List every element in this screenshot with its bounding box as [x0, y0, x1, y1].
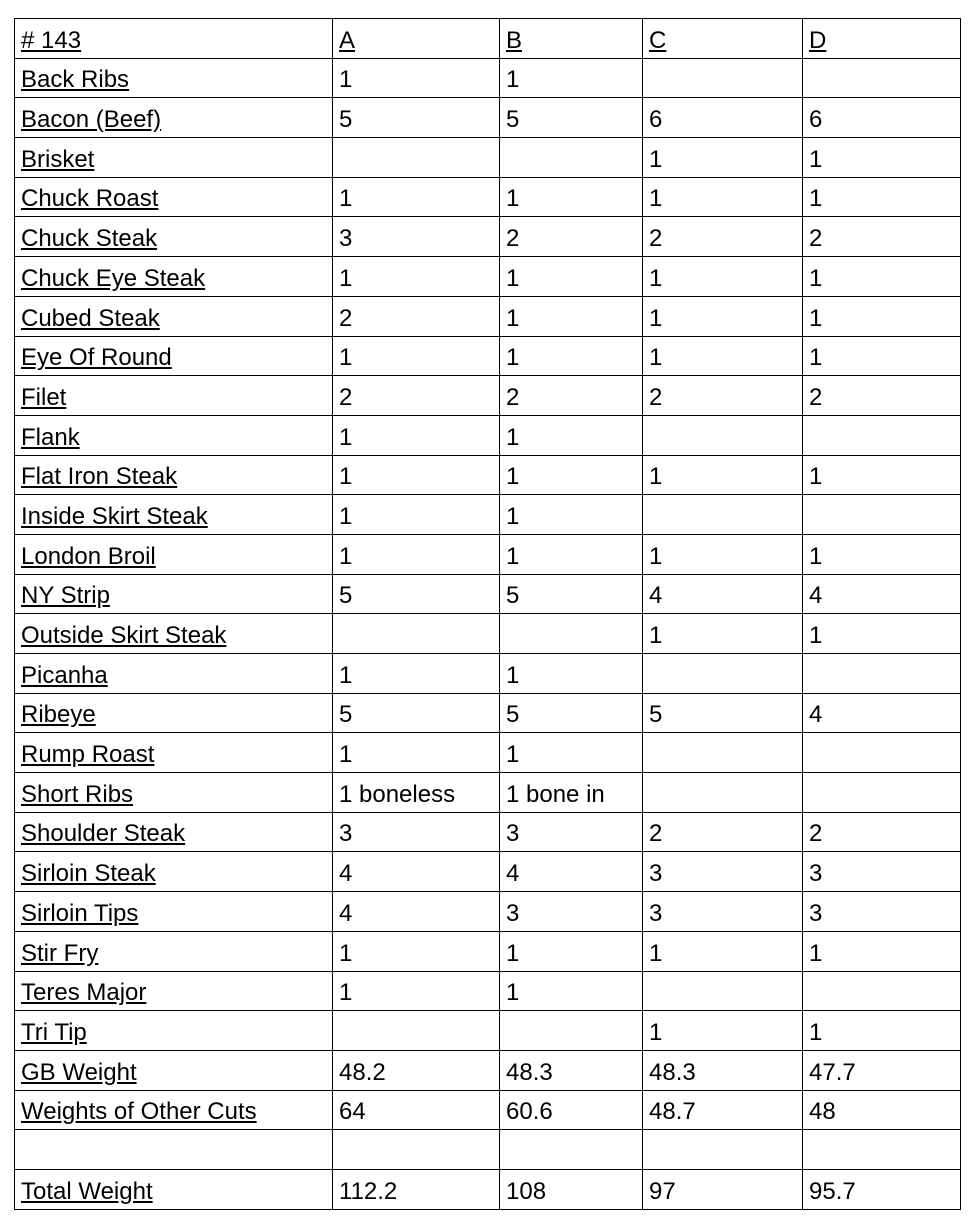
cell-c: 2 — [643, 217, 803, 257]
cell-c — [643, 1130, 803, 1170]
table-row — [15, 495, 961, 535]
table-row — [15, 614, 961, 654]
table-row — [15, 693, 961, 733]
cell-b: 1 — [500, 733, 643, 773]
table-row — [15, 852, 961, 892]
table-row — [15, 376, 961, 416]
cell-a: 4 — [333, 892, 500, 932]
table-row — [15, 1090, 961, 1130]
cell-b: 2 — [500, 217, 643, 257]
cell-b — [500, 614, 643, 654]
table-row — [15, 217, 961, 257]
cell-b: 60.6 — [500, 1090, 643, 1130]
table-row — [15, 257, 961, 297]
table-row — [15, 1169, 961, 1209]
cell-b — [500, 1011, 643, 1051]
cell-b — [500, 1130, 643, 1170]
cell-a — [333, 1130, 500, 1170]
cell-b: 3 — [500, 812, 643, 852]
cell-c: 48.7 — [643, 1090, 803, 1130]
table-row — [15, 773, 961, 813]
row-label: Brisket — [15, 138, 333, 178]
cell-a: 112.2 — [333, 1169, 500, 1209]
cell-a: 3 — [333, 812, 500, 852]
row-label: Picanha — [15, 654, 333, 694]
row-label: Outside Skirt Steak — [15, 614, 333, 654]
cell-d — [803, 1130, 961, 1170]
cell-c: 1 — [643, 1011, 803, 1051]
row-label: Teres Major — [15, 971, 333, 1011]
cuts-table — [14, 18, 961, 1210]
cell-b: 1 bone in — [500, 773, 643, 813]
cell-b: 3 — [500, 892, 643, 932]
cell-c — [643, 733, 803, 773]
table-row — [15, 574, 961, 614]
cell-a — [333, 614, 500, 654]
row-label: NY Strip — [15, 574, 333, 614]
table-row — [15, 138, 961, 178]
row-label: Cubed Steak — [15, 296, 333, 336]
cell-d: 1 — [803, 257, 961, 297]
table-row — [15, 733, 961, 773]
cell-b: 5 — [500, 693, 643, 733]
cell-a — [333, 1011, 500, 1051]
table-row — [15, 654, 961, 694]
cell-d — [803, 58, 961, 98]
cell-a: 5 — [333, 98, 500, 138]
table-row — [15, 1050, 961, 1090]
cell-d: 1 — [803, 138, 961, 178]
cell-d: 1 — [803, 336, 961, 376]
row-label: Rump Roast — [15, 733, 333, 773]
cell-c: 1 — [643, 138, 803, 178]
table-row — [15, 971, 961, 1011]
cell-a: 1 — [333, 495, 500, 535]
cell-b: 4 — [500, 852, 643, 892]
cell-b: 5 — [500, 574, 643, 614]
cell-d: 3 — [803, 892, 961, 932]
cell-a: 64 — [333, 1090, 500, 1130]
cell-b: 1 — [500, 336, 643, 376]
cell-c: 2 — [643, 812, 803, 852]
table-row — [15, 58, 961, 98]
cell-b: 108 — [500, 1169, 643, 1209]
table-row — [15, 534, 961, 574]
cell-a: 2 — [333, 376, 500, 416]
cell-d — [803, 415, 961, 455]
cell-b: 1 — [500, 58, 643, 98]
cuts-table-body — [15, 19, 961, 1210]
cell-d: 2 — [803, 376, 961, 416]
cell-a: 1 boneless — [333, 773, 500, 813]
cell-d: 1 — [803, 296, 961, 336]
cell-d: 1 — [803, 931, 961, 971]
cell-d: 48 — [803, 1090, 961, 1130]
table-row — [15, 415, 961, 455]
cell-a: 1 — [333, 177, 500, 217]
cell-c: 6 — [643, 98, 803, 138]
cell-c — [643, 415, 803, 455]
header-cell-b: B — [500, 19, 643, 59]
cell-a: 2 — [333, 296, 500, 336]
row-label: Stir Fry — [15, 931, 333, 971]
cell-a — [333, 138, 500, 178]
cell-d — [803, 495, 961, 535]
cell-b: 1 — [500, 534, 643, 574]
cell-c: 1 — [643, 455, 803, 495]
cell-d: 6 — [803, 98, 961, 138]
cell-c: 1 — [643, 296, 803, 336]
cell-d: 95.7 — [803, 1169, 961, 1209]
row-label: Chuck Roast — [15, 177, 333, 217]
cell-a: 1 — [333, 455, 500, 495]
cell-d: 1 — [803, 534, 961, 574]
cell-a: 48.2 — [333, 1050, 500, 1090]
table-row — [15, 1011, 961, 1051]
cell-c: 48.3 — [643, 1050, 803, 1090]
header-cell-d: D — [803, 19, 961, 59]
cell-d — [803, 971, 961, 1011]
row-label: Chuck Eye Steak — [15, 257, 333, 297]
row-label: Flat Iron Steak — [15, 455, 333, 495]
cell-c: 1 — [643, 614, 803, 654]
cell-d: 2 — [803, 217, 961, 257]
header-cell-a: A — [333, 19, 500, 59]
table-row — [15, 336, 961, 376]
row-label: Flank — [15, 415, 333, 455]
table-row — [15, 455, 961, 495]
cell-c — [643, 495, 803, 535]
cell-a: 1 — [333, 931, 500, 971]
table-row — [15, 892, 961, 932]
cell-b — [500, 138, 643, 178]
cell-b: 1 — [500, 931, 643, 971]
cell-d — [803, 773, 961, 813]
cell-b: 48.3 — [500, 1050, 643, 1090]
cell-c: 1 — [643, 257, 803, 297]
row-label — [15, 1130, 333, 1170]
cell-b: 1 — [500, 177, 643, 217]
row-label: Eye Of Round — [15, 336, 333, 376]
table-header-row — [15, 19, 961, 59]
cell-c: 3 — [643, 892, 803, 932]
row-label: Chuck Steak — [15, 217, 333, 257]
cell-d — [803, 654, 961, 694]
cell-c: 1 — [643, 336, 803, 376]
header-cell-id: # 143 — [15, 19, 333, 59]
cell-a: 3 — [333, 217, 500, 257]
cell-c — [643, 654, 803, 694]
table-row — [15, 177, 961, 217]
row-label: Back Ribs — [15, 58, 333, 98]
cell-b: 1 — [500, 654, 643, 694]
cell-d: 2 — [803, 812, 961, 852]
cell-a: 1 — [333, 654, 500, 694]
cell-b: 1 — [500, 257, 643, 297]
cell-d: 4 — [803, 574, 961, 614]
cell-d: 1 — [803, 177, 961, 217]
cell-b: 1 — [500, 971, 643, 1011]
row-label: Sirloin Steak — [15, 852, 333, 892]
cell-c: 1 — [643, 931, 803, 971]
row-label: Shoulder Steak — [15, 812, 333, 852]
cell-a: 1 — [333, 336, 500, 376]
cell-a: 1 — [333, 58, 500, 98]
cell-a: 5 — [333, 693, 500, 733]
table-row — [15, 1130, 961, 1170]
row-label: Filet — [15, 376, 333, 416]
cell-b: 2 — [500, 376, 643, 416]
cell-a: 1 — [333, 534, 500, 574]
row-label: Weights of Other Cuts — [15, 1090, 333, 1130]
cell-d: 1 — [803, 455, 961, 495]
cell-c — [643, 58, 803, 98]
cell-c: 2 — [643, 376, 803, 416]
table-row — [15, 98, 961, 138]
cell-c — [643, 773, 803, 813]
row-label: Ribeye — [15, 693, 333, 733]
row-label: GB Weight — [15, 1050, 333, 1090]
cell-a: 1 — [333, 971, 500, 1011]
cell-b: 1 — [500, 495, 643, 535]
cell-a: 4 — [333, 852, 500, 892]
row-label: London Broil — [15, 534, 333, 574]
cell-c: 5 — [643, 693, 803, 733]
cell-b: 1 — [500, 415, 643, 455]
cell-d: 3 — [803, 852, 961, 892]
row-label: Bacon (Beef) — [15, 98, 333, 138]
cell-c — [643, 971, 803, 1011]
table-row — [15, 812, 961, 852]
cell-c: 1 — [643, 177, 803, 217]
cell-a: 1 — [333, 415, 500, 455]
table-row — [15, 931, 961, 971]
row-label: Sirloin Tips — [15, 892, 333, 932]
header-cell-c: C — [643, 19, 803, 59]
cell-b: 1 — [500, 296, 643, 336]
cell-d: 1 — [803, 614, 961, 654]
cell-b: 5 — [500, 98, 643, 138]
cell-d: 47.7 — [803, 1050, 961, 1090]
cell-a: 1 — [333, 733, 500, 773]
cell-c: 3 — [643, 852, 803, 892]
cell-c: 4 — [643, 574, 803, 614]
cell-d: 1 — [803, 1011, 961, 1051]
cell-d — [803, 733, 961, 773]
cell-a: 5 — [333, 574, 500, 614]
row-label: Inside Skirt Steak — [15, 495, 333, 535]
table-row — [15, 296, 961, 336]
cell-c: 1 — [643, 534, 803, 574]
cell-c: 97 — [643, 1169, 803, 1209]
cell-d: 4 — [803, 693, 961, 733]
row-label: Tri Tip — [15, 1011, 333, 1051]
row-label: Total Weight — [15, 1169, 333, 1209]
cell-b: 1 — [500, 455, 643, 495]
cell-a: 1 — [333, 257, 500, 297]
row-label: Short Ribs — [15, 773, 333, 813]
